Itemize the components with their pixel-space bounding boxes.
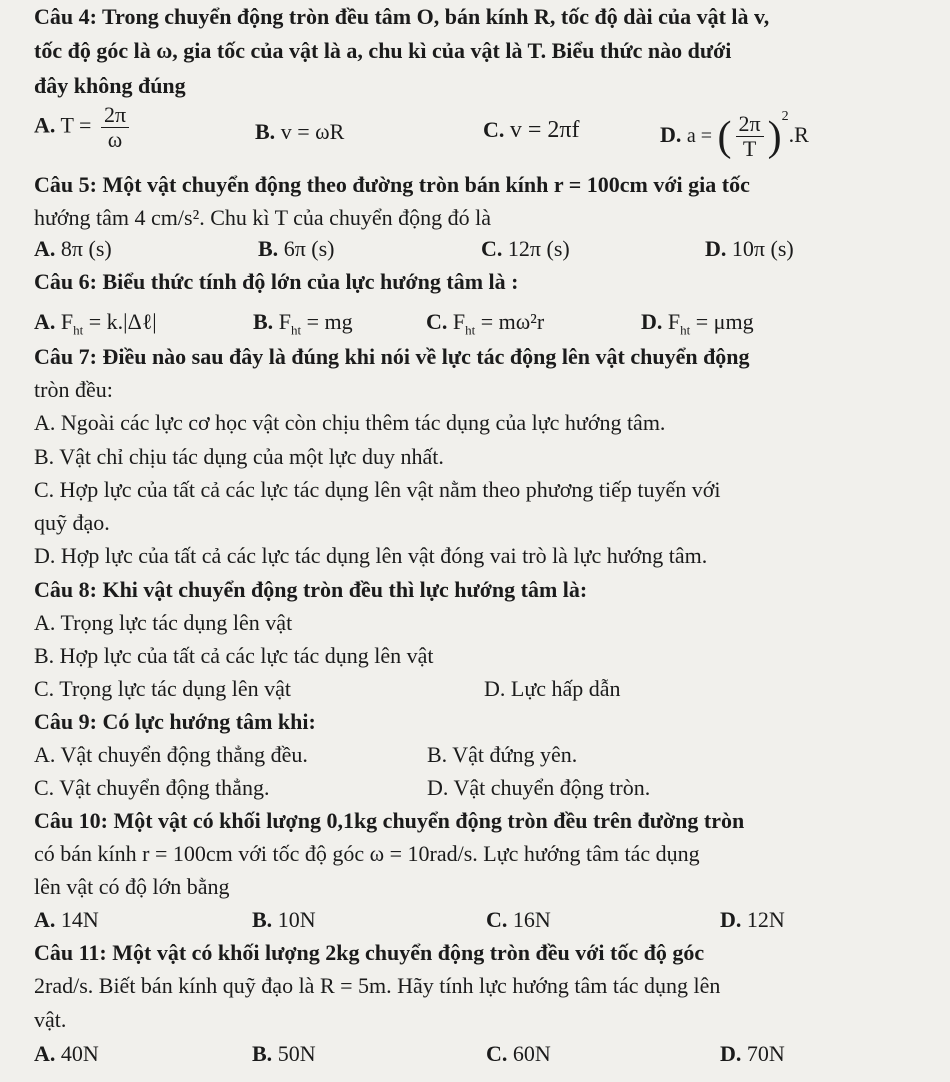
q7-line1-suffix: khi nói về lực tác động lên vật chuyển động <box>339 344 750 369</box>
q9-option-a[interactable]: A. Vật chuyển động thẳng đều. <box>34 742 308 767</box>
q11-option-b-text: 50N <box>277 1041 316 1066</box>
question-number: Câu 8: <box>34 577 97 602</box>
q11-option-a[interactable] <box>34 1041 99 1067</box>
q5-option-b-text: 6π (s) <box>283 236 335 261</box>
q10-option-d[interactable] <box>720 907 785 933</box>
q6-option-b[interactable] <box>253 309 353 343</box>
q8-line1 <box>34 577 587 603</box>
q4-option-d-exponent: 2 <box>781 109 789 124</box>
q10-option-c-label: C. <box>486 907 508 932</box>
q11-option-c-text: 60N <box>512 1041 551 1066</box>
q6-option-c-text: $F_{ht} = m\omega^2r$ <box>452 309 545 338</box>
q5-option-c[interactable] <box>481 236 570 262</box>
q11-option-b[interactable] <box>252 1041 316 1067</box>
q11-option-c[interactable] <box>486 1041 551 1067</box>
q4-line1 <box>34 4 769 30</box>
question-number: Câu 9: <box>34 709 97 734</box>
q7-option-a[interactable]: A. Ngoài các lực cơ học vật còn chịu thêm tác dụng của lực hướng tâm. <box>34 410 666 435</box>
q10-option-c-text: 16N <box>512 907 551 932</box>
q5-option-c-text: 12π (s) <box>507 236 570 261</box>
q4-option-d-fraction <box>736 112 764 161</box>
q6-option-d[interactable] <box>641 309 754 343</box>
q4-line3-bold: đúng <box>137 73 186 98</box>
q4-stem-1: Câu 4: Trong chuyển động tròn đều tâm O, bán kính R, tốc độ dài của vật là v, <box>34 4 770 29</box>
q4-line2: tốc độ góc là ω, gia tốc của vật là a, chu kì của vật là T. Biểu thức nào dưới <box>34 38 732 63</box>
q4-option-d-tail: .R <box>788 122 809 147</box>
q9-option-b[interactable]: B. Vật đứng yên. <box>427 742 578 767</box>
q10-option-b-label: B. <box>252 907 273 932</box>
q11-line2: 2rad/s. Biết bán kính quỹ đạo là R = 5m. Hãy tính lực hướng tâm tác dụng lên <box>34 973 721 998</box>
subscript-ht: ht <box>465 322 476 338</box>
q11-option-c-label: C. <box>486 1041 508 1066</box>
q10-option-b[interactable] <box>252 907 316 933</box>
q11-option-a-text: 40N <box>60 1041 99 1066</box>
q9-option-c[interactable]: C. Vật chuyển động thẳng. <box>34 775 270 800</box>
q4-option-d-label: D. <box>660 122 682 147</box>
q5-option-d-text: 10π (s) <box>731 236 794 261</box>
q6-option-a-label: A. <box>34 309 56 334</box>
question-number: Câu 6: <box>34 269 97 294</box>
q8-option-b[interactable]: B. Hợp lực của tất cả các lực tác dụng lên vật <box>34 643 434 668</box>
q7-option-b[interactable]: B. Vật chỉ chịu tác dụng của một lực duy nhất. <box>34 444 444 469</box>
question-stem: Có lực hướng tâm khi: <box>96 709 316 734</box>
question-stem: Một vật có khối lượng 0,1kg chuyển động tròn đều trên đường tròn <box>107 808 745 833</box>
q11-option-b-label: B. <box>252 1041 273 1066</box>
q4-option-d-den: T <box>742 136 757 162</box>
q7-option-c-line2: quỹ đạo. <box>34 510 110 535</box>
q5-option-a-text: 8π (s) <box>60 236 112 261</box>
q6-option-a-text: $F_{ht}$ = k.|Δℓ| <box>60 309 157 338</box>
q4-option-a-den: ω <box>107 127 123 152</box>
q6-option-b-text: $F_{ht}$ = mg <box>278 309 353 338</box>
q6-option-b-label: B. <box>253 309 274 334</box>
question-number: Câu 10: <box>34 808 108 833</box>
q10-option-c[interactable] <box>486 907 551 933</box>
question-stem: Một vật chuyển động theo đường tròn bán kính r = 100cm với gia tốc <box>96 172 750 197</box>
question-stem: Một vật có khối lượng 2kg chuyển động tròn đều với tốc độ góc <box>106 940 705 965</box>
subscript-ht: ht <box>680 322 691 338</box>
question-stem: Biểu thức tính độ lớn của lực hướng tâm là : <box>96 269 519 294</box>
q10-option-a-label: A. <box>34 907 56 932</box>
q8-option-c[interactable]: C. Trọng lực tác dụng lên vật <box>34 676 291 701</box>
q7-line2: tròn đều: <box>34 377 113 402</box>
q5-line2: hướng tâm 4 cm/s². Chu kì T của chuyển động đó là <box>34 205 492 230</box>
q4-line3 <box>34 73 186 99</box>
question-number: Câu 5: <box>34 172 97 197</box>
q6-option-d-text: $F_{ht} = \mu mg$ <box>667 309 754 338</box>
q11-line1 <box>34 940 704 966</box>
q7-line1 <box>34 344 750 370</box>
q11-option-a-label: A. <box>34 1041 56 1066</box>
q4-option-a-label: A. <box>34 112 56 138</box>
q11-line3: vật. <box>34 1007 67 1032</box>
q7-line1-prefix: Câu 7: Điều nào sau đây là <box>34 344 292 369</box>
q5-option-a-label: A. <box>34 236 56 261</box>
q4-option-d-rparen: ) <box>767 113 782 160</box>
q6-option-c-label: C. <box>426 309 448 334</box>
q10-line1 <box>34 808 744 834</box>
q6-line1 <box>34 269 518 295</box>
q4-option-d-lhs: a = <box>686 125 713 147</box>
q8-option-a[interactable]: A. Trọng lực tác dụng lên vật <box>34 610 293 635</box>
q7-option-c-line1[interactable]: C. Hợp lực của tất cả các lực tác dụng lên vật nằm theo phương tiếp tuyến với <box>34 477 721 502</box>
q8-option-d[interactable]: D. Lực hấp dẫn <box>484 676 621 701</box>
q11-option-d[interactable] <box>720 1041 785 1067</box>
q7-line1-bold: đúng <box>291 344 340 369</box>
q6-option-d-label: D. <box>641 309 663 334</box>
q10-option-d-text: 12N <box>746 907 785 932</box>
q5-line1 <box>34 172 750 198</box>
q11-option-d-label: D. <box>720 1041 742 1066</box>
question-number: Câu 11: <box>34 940 107 965</box>
subscript-ht: ht <box>290 322 302 338</box>
q4-line3-prefix: đây không <box>34 73 138 98</box>
q5-option-a[interactable] <box>34 236 112 262</box>
q10-option-a[interactable] <box>34 907 99 933</box>
q5-option-d[interactable] <box>705 236 794 262</box>
q4-option-a[interactable] <box>34 103 133 163</box>
q4-option-d[interactable] <box>660 104 809 164</box>
q10-line3: lên vật có độ lớn bằng <box>34 874 230 899</box>
q4-option-a-fraction <box>101 103 129 152</box>
q7-option-d[interactable]: D. Hợp lực của tất cả các lực tác dụng lên vật đóng vai trò là lực hướng tâm. <box>34 543 708 568</box>
q4-option-d-num: 2π <box>736 112 764 137</box>
q4-option-c-label: C. <box>483 117 505 142</box>
q5-option-c-label: C. <box>481 236 503 261</box>
q10-option-b-text: 10N <box>277 907 316 932</box>
q10-option-a-text: 14N <box>60 907 99 932</box>
q5-option-d-label: D. <box>705 236 727 261</box>
q10-line2: có bán kính r = 100cm với tốc độ góc ω = 10rad/s. Lực hướng tâm tác dụng <box>34 841 700 866</box>
q4-option-a-lhs: T = <box>60 112 92 138</box>
q4-option-b-label: B. <box>255 119 276 144</box>
q4-option-c-text: v = 2πf <box>509 117 580 143</box>
q4-option-b[interactable] <box>255 119 344 145</box>
q5-option-b-label: B. <box>258 236 279 261</box>
question-stem: Khi vật chuyển động tròn đều thì lực hướng tâm là: <box>96 577 588 602</box>
q9-line1 <box>34 709 316 735</box>
q6-option-c[interactable] <box>426 309 544 343</box>
subscript-ht: ht <box>73 322 84 338</box>
q6-option-a[interactable] <box>34 309 157 343</box>
q4-option-c[interactable] <box>483 117 580 143</box>
q9-option-d[interactable]: D. Vật chuyển động tròn. <box>427 775 651 800</box>
q4-option-a-num: 2π <box>101 103 129 128</box>
q4-option-d-lparen: ( <box>717 113 732 160</box>
q4-option-b-text: v = ωR <box>280 119 345 144</box>
q10-option-d-label: D. <box>720 907 742 932</box>
q5-option-b[interactable] <box>258 236 335 262</box>
q11-option-d-text: 70N <box>746 1041 785 1066</box>
